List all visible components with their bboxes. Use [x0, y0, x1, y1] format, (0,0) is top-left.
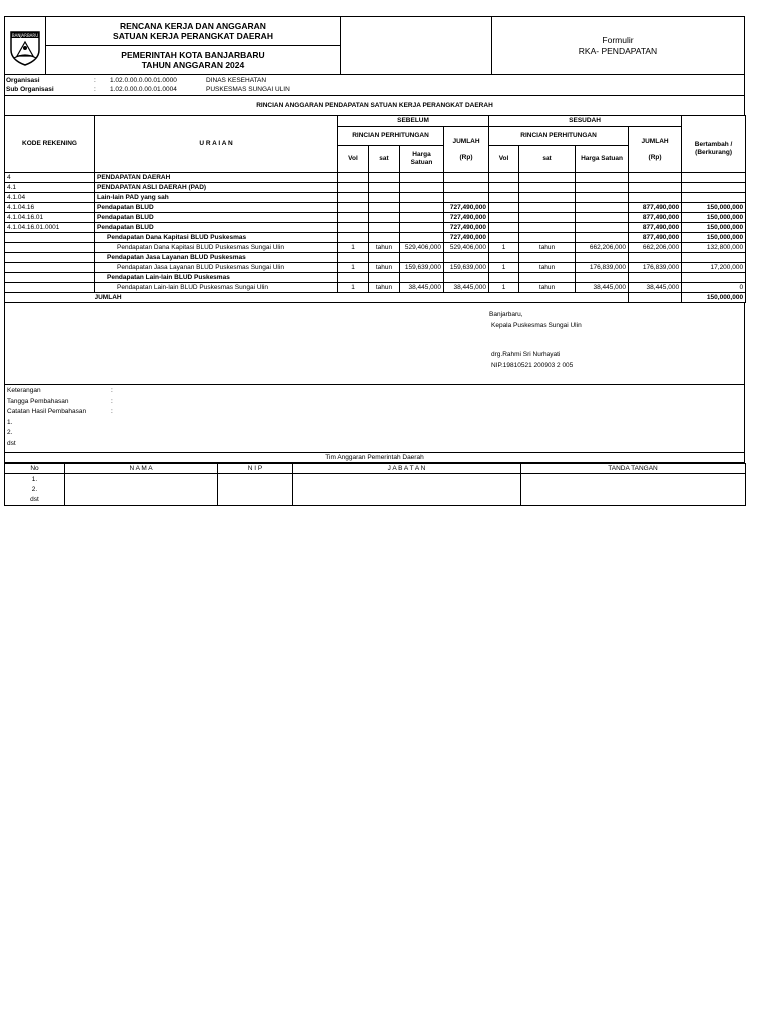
cell-sat-sebelum	[369, 213, 400, 223]
cell-vol-sesudah	[489, 193, 519, 203]
cell-jumlah-sesudah: 877,490,000	[629, 203, 682, 213]
table-row	[5, 233, 746, 243]
cell-vol-sebelum	[338, 193, 369, 203]
rp-label: (Rp)	[648, 153, 662, 161]
cell-kode	[5, 273, 95, 283]
cell-kode: 4	[5, 173, 95, 183]
cell-sat-sesudah	[519, 253, 576, 263]
cell-vol-sesudah	[489, 223, 519, 233]
cell-sat-sesudah	[519, 223, 576, 233]
cell-harga-sesudah: 662,206,000	[576, 243, 629, 253]
cell-jumlah-sebelum	[444, 273, 489, 283]
table-row	[5, 243, 746, 253]
tim-col-no: No	[5, 464, 65, 474]
rka-title	[46, 17, 340, 46]
cell-sat-sebelum	[369, 223, 400, 233]
cell-jumlah-sebelum	[444, 193, 489, 203]
cell-kode: 4.1.04	[5, 193, 95, 203]
tim-row-numbers	[5, 474, 65, 506]
city-emblem-logo	[8, 26, 42, 66]
sub-org-name: PUSKESMAS SUNGAI ULIN	[206, 85, 290, 93]
table-row	[5, 283, 746, 293]
col-harga-sesudah: Harga Satuan	[576, 146, 629, 173]
cell-harga-sesudah	[576, 213, 629, 223]
cell-jumlah-sesudah	[629, 273, 682, 283]
logo-cell	[5, 17, 46, 74]
cell-selisih: 150,000,000	[682, 233, 746, 243]
tim-col-ttd: TANDA TANGAN	[521, 464, 746, 474]
cell-selisih: 132,800,000	[682, 243, 746, 253]
note-item-2: 2.	[7, 429, 13, 436]
cell-vol-sebelum	[338, 233, 369, 243]
keterangan-label: Keterangan	[7, 387, 41, 394]
cell-harga-sesudah	[576, 253, 629, 263]
table-row	[5, 193, 746, 203]
org-label: Organisasi	[6, 76, 40, 84]
sign-name: drg.Rahmi Sri Nurhayati	[491, 351, 561, 358]
cell-kode	[5, 263, 95, 273]
cell-selisih	[682, 253, 746, 263]
cell-jumlah-sesudah: 176,839,000	[629, 263, 682, 273]
cell-uraian: Lain-lain PAD yang sah	[95, 193, 338, 203]
cell-selisih	[682, 193, 746, 203]
org-name: DINAS KESEHATAN	[206, 76, 267, 84]
budget-table	[4, 115, 746, 303]
signature-block	[4, 303, 745, 385]
cell-harga-sesudah	[576, 183, 629, 193]
cell-selisih: 150,000,000	[682, 203, 746, 213]
cell-vol-sebelum	[338, 173, 369, 183]
colon: :	[111, 408, 113, 415]
col-kode: KODE REKENING	[5, 116, 95, 173]
cell-vol-sebelum	[338, 223, 369, 233]
cell-vol-sesudah: 1	[489, 243, 519, 253]
cell-harga-sebelum	[400, 173, 444, 183]
tim-anggaran-table	[4, 463, 746, 506]
cell-selisih	[682, 183, 746, 193]
cell-harga-sesudah: 38,445,000	[576, 283, 629, 293]
cell-vol-sebelum: 1	[338, 283, 369, 293]
cell-sat-sebelum	[369, 203, 400, 213]
cell-harga-sesudah	[576, 203, 629, 213]
cell-kode	[5, 243, 95, 253]
tim-row-dst: dst	[30, 496, 39, 503]
jumlah-label: JUMLAH	[641, 137, 669, 145]
cell-harga-sesudah	[576, 173, 629, 183]
table-row	[5, 253, 746, 263]
form-code: RKA- PENDAPATAN	[578, 45, 658, 56]
org-row	[6, 76, 743, 85]
cell-harga-sebelum	[400, 253, 444, 263]
table-row	[5, 273, 746, 283]
cell-jumlah-sebelum	[444, 253, 489, 263]
cell-uraian: Pendapatan Lain-lain BLUD Puskesmas	[95, 273, 338, 283]
cell-harga-sebelum	[400, 223, 444, 233]
col-vol-sebelum: Vol	[338, 146, 369, 173]
blank-header-cell	[341, 17, 492, 74]
tim-row-1: 1.	[31, 476, 38, 483]
form-label: Formulir	[602, 34, 634, 45]
cell-sat-sesudah	[519, 193, 576, 203]
cell-jumlah-sesudah: 662,206,000	[629, 243, 682, 253]
table-row	[5, 263, 746, 273]
cell-jumlah-sebelum: 38,445,000	[444, 283, 489, 293]
cell-jumlah-sesudah: 877,490,000	[629, 233, 682, 243]
cell-kode	[5, 283, 95, 293]
title-line-1: RENCANA KERJA DAN ANGGARAN	[120, 21, 266, 31]
cell-harga-sebelum: 529,406,000	[400, 243, 444, 253]
cell-harga-sebelum	[400, 233, 444, 243]
cell-uraian: Pendapatan BLUD	[95, 203, 338, 213]
sub-org-colon: :	[94, 85, 96, 93]
cell-jumlah-sebelum	[444, 173, 489, 183]
sign-position: Kepala Puskesmas Sungai Ulin	[491, 322, 582, 329]
gov-line-2: TAHUN ANGGARAN 2024	[141, 60, 245, 70]
gov-line-1: PEMERINTAH KOTA BANJARBARU	[121, 50, 265, 60]
government-title	[46, 46, 340, 74]
cell-jumlah-sebelum	[444, 183, 489, 193]
cell-uraian: Pendapatan Jasa Layanan BLUD Puskesmas Sungai Ulin	[95, 263, 338, 273]
cell-kode: 4.1	[5, 183, 95, 193]
notes-block	[4, 385, 745, 453]
cell-jumlah-sebelum: 727,490,000	[444, 213, 489, 223]
col-sesudah: SESUDAH	[489, 116, 682, 127]
cell-uraian: Pendapatan Dana Kapitasi BLUD Puskesmas	[95, 233, 338, 243]
tim-row-2: 2.	[31, 486, 38, 493]
cell-jumlah-sesudah	[629, 193, 682, 203]
col-jumlah-sebelum	[444, 127, 489, 173]
cell-sat-sesudah: tahun	[519, 243, 576, 253]
colon: :	[111, 397, 113, 405]
total-label: JUMLAH	[95, 293, 629, 303]
logo-text: BANJARBARU	[11, 32, 39, 38]
cell-uraian: PENDAPATAN ASLI DAERAH (PAD)	[95, 183, 338, 193]
cell-vol-sesudah: 1	[489, 283, 519, 293]
cell-selisih	[682, 273, 746, 283]
cell-sat-sebelum	[369, 273, 400, 283]
colon: :	[111, 387, 113, 394]
cell-vol-sesudah	[489, 273, 519, 283]
tanggal-label: Tangga Pembahasan	[7, 397, 69, 405]
cell-uraian: PENDAPATAN DAERAH	[95, 173, 338, 183]
cell-kode	[5, 233, 95, 243]
cell-jumlah-sesudah: 877,490,000	[629, 223, 682, 233]
cell-sat-sebelum	[369, 193, 400, 203]
cell-vol-sebelum	[338, 183, 369, 193]
cell-kode: 4.1.04.16	[5, 203, 95, 213]
note-item-1: 1.	[7, 418, 13, 426]
col-sat-sesudah: sat	[519, 146, 576, 173]
cell-harga-sebelum	[400, 213, 444, 223]
cell-vol-sebelum	[338, 213, 369, 223]
title-line-2: SATUAN KERJA PERANGKAT DAERAH	[113, 31, 273, 41]
cell-kode	[5, 253, 95, 263]
cell-sat-sebelum: tahun	[369, 263, 400, 273]
cell-uraian: Pendapatan Lain-lain BLUD Puskesmas Sungai Ulin	[95, 283, 338, 293]
title-cell	[46, 17, 341, 74]
cell-harga-sebelum	[400, 183, 444, 193]
total-selisih: 150,000,000	[682, 293, 746, 303]
cell-vol-sebelum: 1	[338, 243, 369, 253]
table-row	[5, 183, 746, 193]
col-rincian-sesudah: RINCIAN PERHITUNGAN	[489, 127, 629, 146]
tim-col-nama: N A M A	[65, 464, 218, 474]
cell-jumlah-sesudah	[629, 183, 682, 193]
cell-jumlah-sesudah: 877,490,000	[629, 213, 682, 223]
tim-col-jabatan: J A B A T A N	[293, 464, 521, 474]
table-footer	[5, 293, 746, 303]
cell-vol-sesudah: 1	[489, 263, 519, 273]
cell-selisih: 150,000,000	[682, 223, 746, 233]
sub-org-label: Sub Organisasi	[6, 85, 54, 93]
cell-jumlah-sebelum: 727,490,000	[444, 223, 489, 233]
cell-vol-sebelum	[338, 253, 369, 263]
col-jumlah-sesudah	[629, 127, 682, 173]
table-row	[5, 213, 746, 223]
tim-col-nip: N I P	[218, 464, 293, 474]
col-sebelum: SEBELUM	[338, 116, 489, 127]
col-harga-sebelum: Harga Satuan	[400, 146, 444, 173]
cell-harga-sebelum: 38,445,000	[400, 283, 444, 293]
sub-org-row	[6, 85, 743, 94]
cell-harga-sesudah	[576, 193, 629, 203]
cell-harga-sesudah	[576, 223, 629, 233]
cell-selisih	[682, 173, 746, 183]
org-code: 1.02.0.00.0.00.01.0000	[110, 76, 177, 84]
cell-harga-sebelum	[400, 193, 444, 203]
cell-harga-sesudah	[576, 273, 629, 283]
cell-sat-sesudah	[519, 273, 576, 283]
cell-sat-sebelum: tahun	[369, 283, 400, 293]
cell-jumlah-sebelum: 727,490,000	[444, 233, 489, 243]
col-rincian-sebelum: RINCIAN PERHITUNGAN	[338, 127, 444, 146]
table-row	[5, 173, 746, 183]
col-uraian: U R A I A N	[95, 116, 338, 173]
table-row	[5, 223, 746, 233]
cell-vol-sesudah	[489, 183, 519, 193]
jumlah-label: JUMLAH	[452, 137, 480, 145]
col-vol-sesudah: Vol	[489, 146, 519, 173]
cell-sat-sebelum	[369, 253, 400, 263]
cell-vol-sebelum	[338, 203, 369, 213]
org-colon: :	[94, 76, 96, 84]
cell-harga-sebelum	[400, 273, 444, 283]
catatan-label: Catatan Hasil Pembahasan	[7, 408, 87, 415]
cell-harga-sesudah	[576, 233, 629, 243]
cell-jumlah-sebelum: 727,490,000	[444, 203, 489, 213]
cell-vol-sesudah	[489, 253, 519, 263]
cell-harga-sebelum	[400, 203, 444, 213]
cell-sat-sebelum	[369, 173, 400, 183]
cell-uraian: Pendapatan BLUD	[95, 213, 338, 223]
cell-sat-sesudah	[519, 203, 576, 213]
cell-selisih: 17,200,000	[682, 263, 746, 273]
rka-form-sheet	[4, 16, 745, 506]
cell-sat-sebelum	[369, 183, 400, 193]
cell-sat-sebelum: tahun	[369, 243, 400, 253]
organization-info	[4, 74, 745, 95]
col-sat-sebelum: sat	[369, 146, 400, 173]
cell-jumlah-sebelum: 529,406,000	[444, 243, 489, 253]
cell-kode: 4.1.04.16.01.0001	[5, 223, 95, 233]
cell-sat-sesudah	[519, 213, 576, 223]
form-code-cell	[492, 17, 744, 74]
tim-anggaran-title: Tim Anggaran Pemerintah Daerah	[4, 453, 745, 463]
cell-sat-sesudah	[519, 183, 576, 193]
table-row	[5, 203, 746, 213]
cell-vol-sesudah	[489, 203, 519, 213]
sign-nip: NIP.19810521 200903 2 005	[491, 362, 574, 369]
cell-jumlah-sesudah: 38,445,000	[629, 283, 682, 293]
cell-sat-sesudah: tahun	[519, 283, 576, 293]
cell-sat-sebelum	[369, 233, 400, 243]
cell-jumlah-sebelum: 159,639,000	[444, 263, 489, 273]
cell-vol-sesudah	[489, 173, 519, 183]
cell-harga-sebelum: 159,639,000	[400, 263, 444, 273]
cell-vol-sesudah	[489, 233, 519, 243]
cell-uraian: Pendapatan Dana Kapitasi BLUD Puskesmas Sungai Ulin	[95, 243, 338, 253]
cell-sat-sesudah: tahun	[519, 263, 576, 273]
col-bertambah: Bertambah / (Berkurang)	[682, 127, 746, 173]
cell-uraian: Pendapatan Jasa Layanan BLUD Puskesmas	[95, 253, 338, 263]
cell-vol-sesudah	[489, 213, 519, 223]
rp-label: (Rp)	[459, 153, 473, 161]
cell-sat-sesudah	[519, 233, 576, 243]
sign-place: Banjarbaru,	[489, 311, 523, 318]
cell-jumlah-sesudah	[629, 173, 682, 183]
cell-selisih: 150,000,000	[682, 213, 746, 223]
cell-harga-sesudah: 176,839,000	[576, 263, 629, 273]
sub-org-code: 1.02.0.00.0.00.01.0004	[110, 85, 177, 93]
cell-vol-sebelum	[338, 273, 369, 283]
table-header	[5, 116, 746, 173]
form-header	[4, 16, 745, 74]
note-dst: dst	[7, 439, 16, 447]
cell-kode: 4.1.04.16.01	[5, 213, 95, 223]
cell-uraian: Pendapatan BLUD	[95, 223, 338, 233]
cell-vol-sebelum: 1	[338, 263, 369, 273]
cell-sat-sesudah	[519, 173, 576, 183]
rincian-title: RINCIAN ANGGARAN PENDAPATAN SATUAN KERJA PERANGKAT DAERAH	[4, 95, 745, 115]
table-body	[5, 173, 746, 293]
cell-selisih: 0	[682, 283, 746, 293]
cell-jumlah-sesudah	[629, 253, 682, 263]
